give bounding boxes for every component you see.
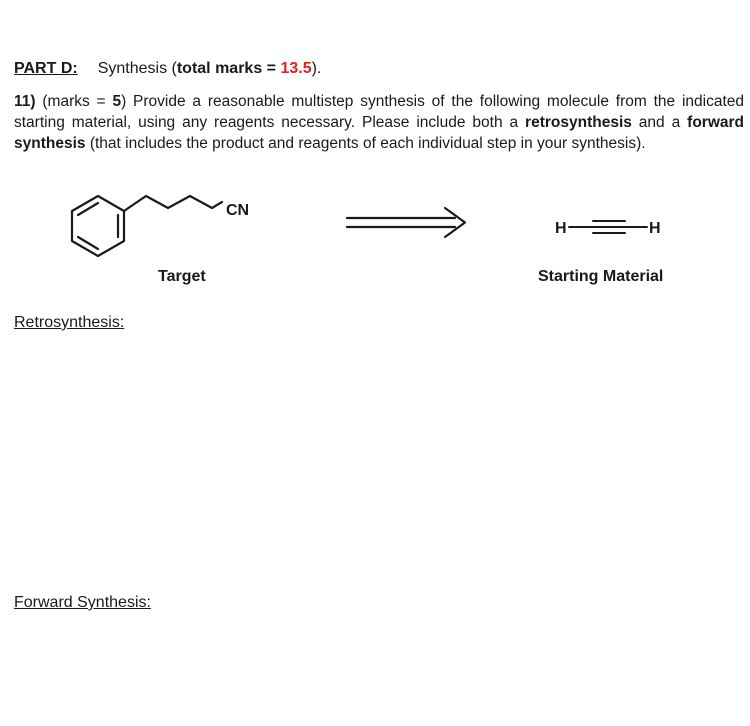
question-marks-value: 5 (112, 93, 122, 110)
question-number: 11) (14, 93, 36, 110)
question-marks-open: (marks = (35, 93, 113, 110)
part-title-suffix: ). (311, 60, 322, 77)
question-text-1: ) Provide a reasonable multistep synthesis of the following molecule from the indicated starting material, using any reagents necessary. Please include both a (14, 93, 744, 131)
target-molecule (60, 190, 270, 265)
forward-synthesis-heading: Forward Synthesis: (14, 594, 151, 611)
benzene-ring (72, 196, 124, 256)
total-marks-label: total marks = (176, 60, 281, 77)
nitrile-label: CN (226, 202, 250, 219)
retrosynthesis-heading: Retrosynthesis: (14, 314, 125, 331)
retrosynthesis-term: retrosynthesis (525, 114, 632, 131)
question-text-2: and a (631, 114, 688, 131)
forward-synthesis-term: forward synthesis (14, 114, 744, 152)
question-text-3: (that includes the product and reagents of each individual step in your synthesis). (85, 135, 646, 152)
acetylene-molecule (553, 212, 665, 242)
retrosynthesis-arrow (345, 205, 470, 240)
part-label: PART D: (14, 60, 78, 77)
part-title-prefix: Synthesis ( (97, 60, 177, 77)
hydrogen-right: H (649, 220, 661, 237)
hydrogen-left: H (555, 220, 567, 237)
target-caption: Target (158, 268, 206, 285)
alkyl-chain (124, 196, 222, 211)
part-heading (14, 60, 321, 78)
total-marks-value: 13.5 (280, 60, 312, 77)
question-text (14, 91, 744, 154)
starting-material-caption: Starting Material (538, 268, 664, 285)
